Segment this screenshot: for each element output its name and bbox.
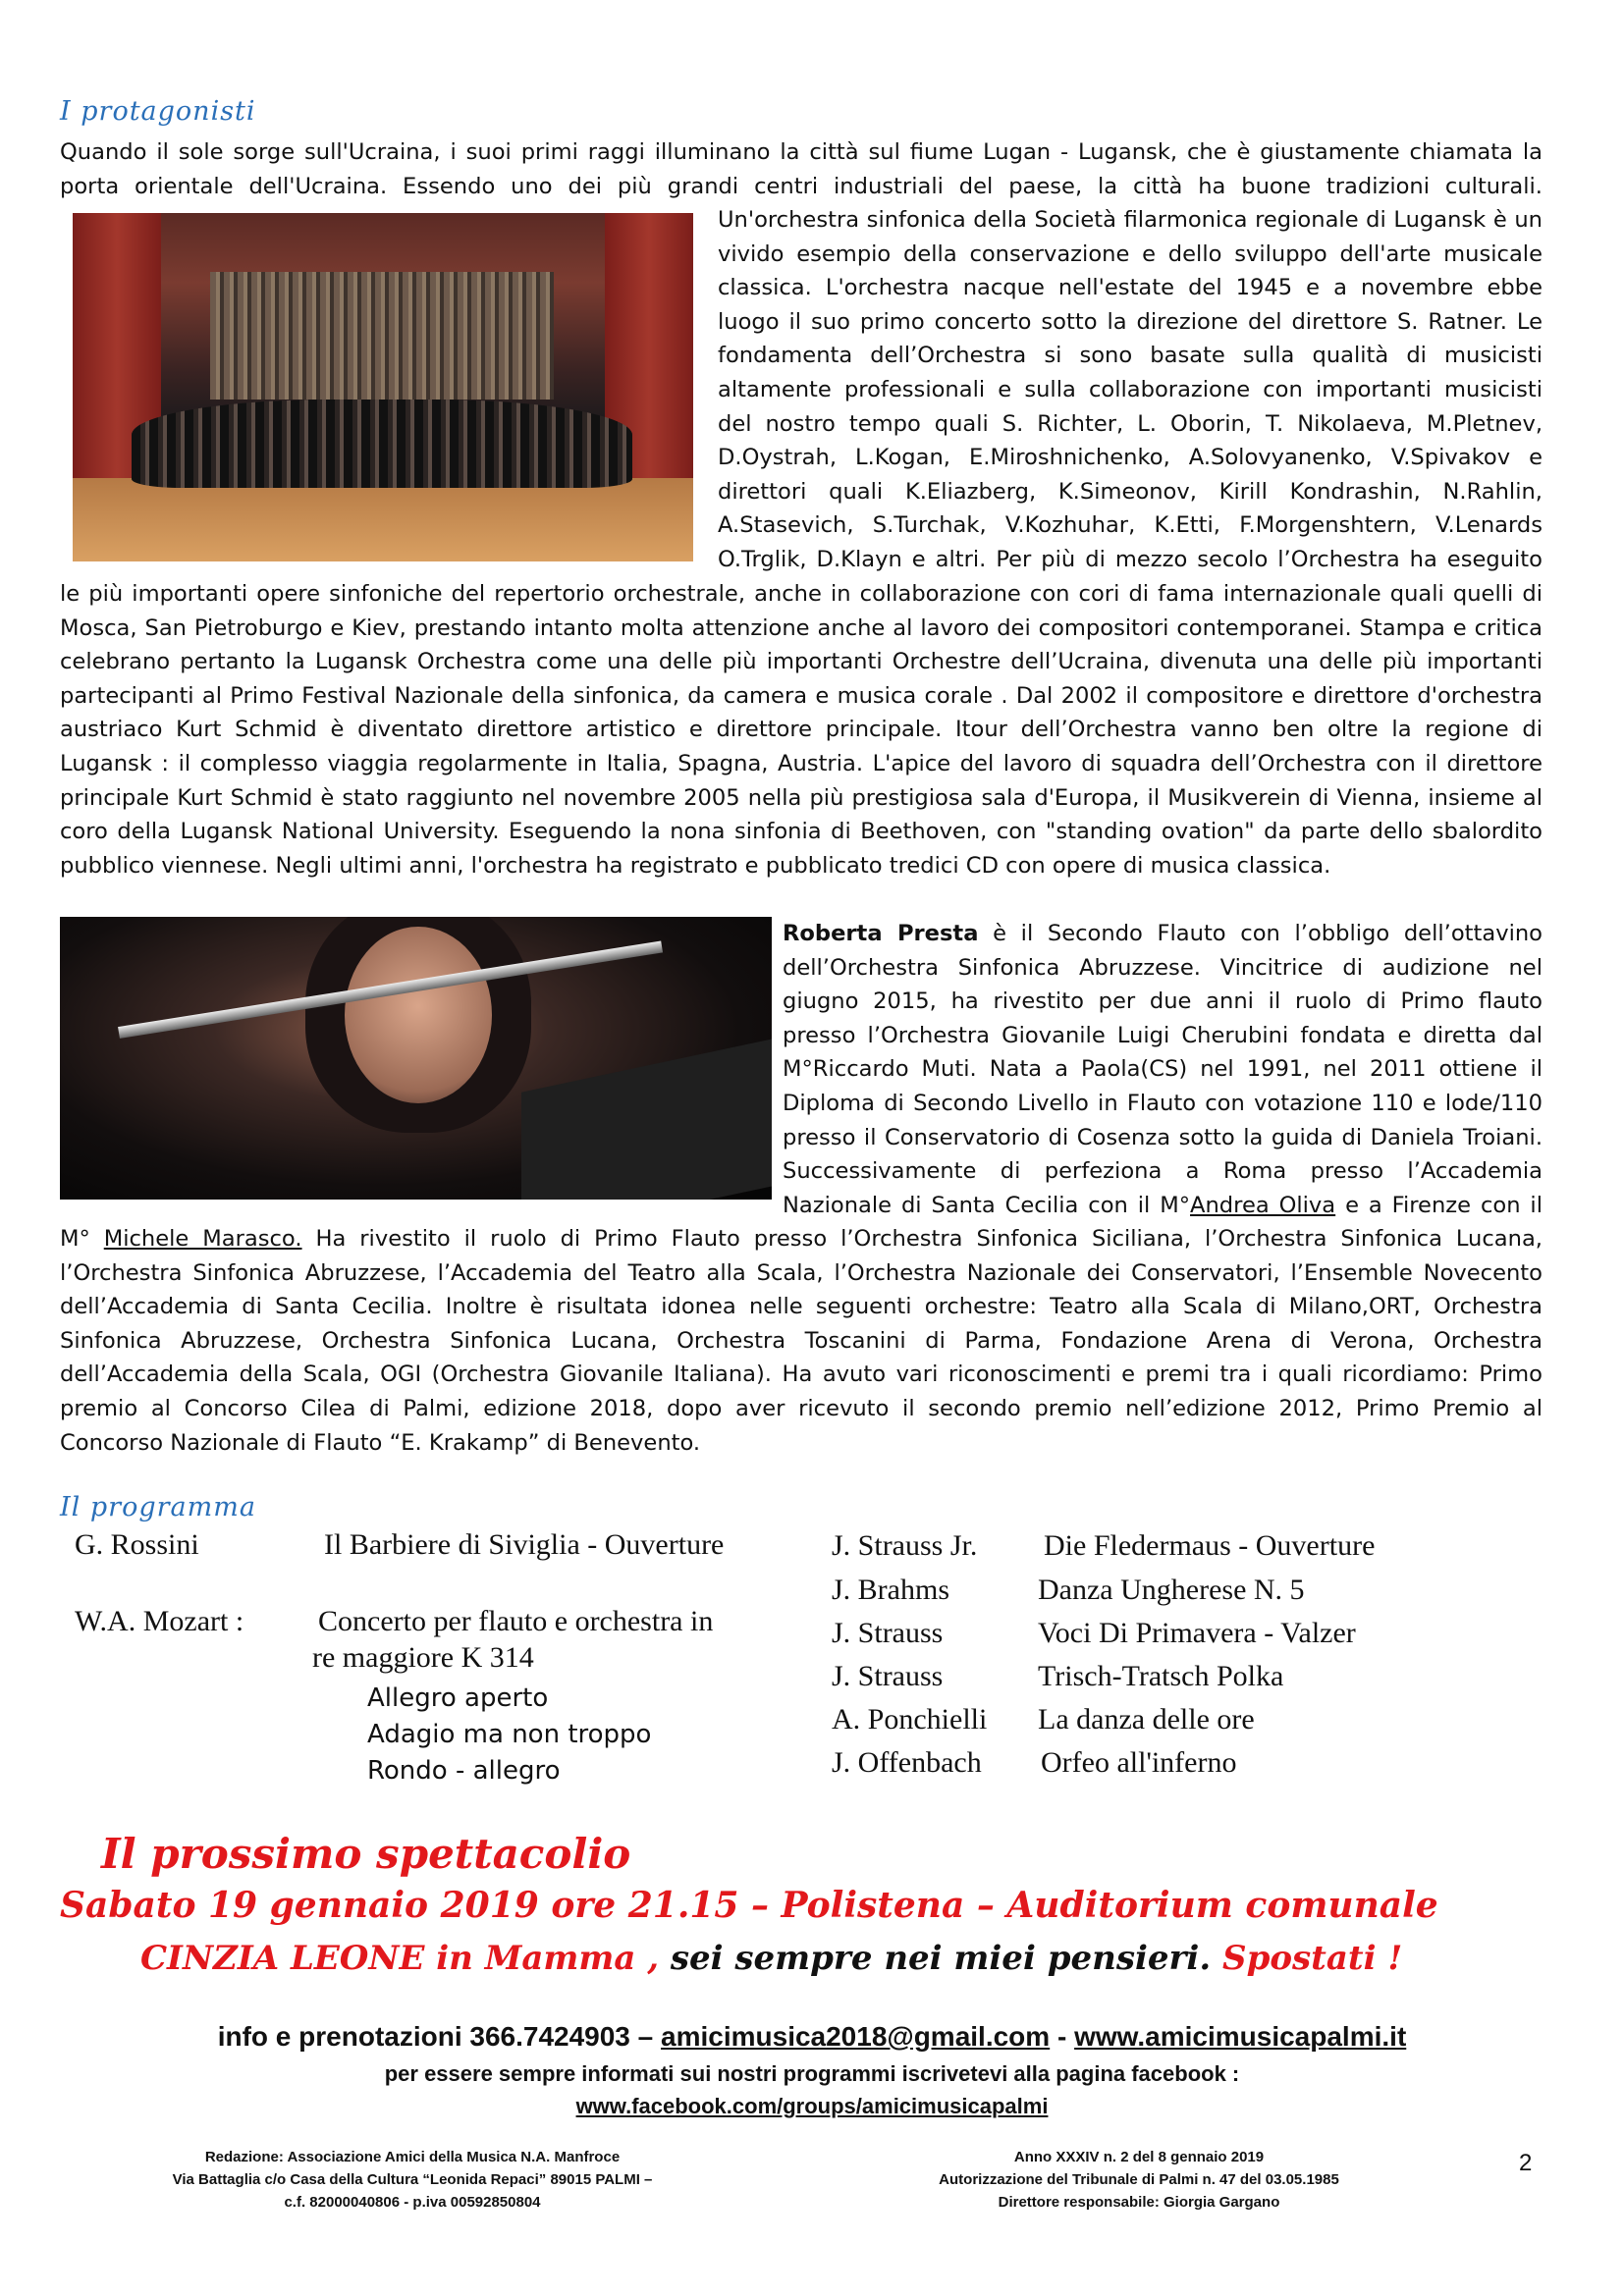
presta-paragraph-full xyxy=(60,1222,1543,1460)
program-movement: Allegro aperto xyxy=(367,1683,549,1713)
program-mozart-work: Concerto per flauto e orchestra in xyxy=(318,1605,714,1637)
program-right-work: Trisch-Tratsch Polka xyxy=(1038,1660,1284,1692)
text-line: O.Trglik, D.Klayn e altri. Per più di mezzo secolo l’Orchestra ha eseguito xyxy=(718,546,1543,572)
next-show-title-black: sei sempre nei miei pensieri. xyxy=(659,1939,1212,1978)
program-right-work: Danza Ungherese N. 5 xyxy=(1038,1574,1305,1606)
contact-line xyxy=(0,2021,1624,2053)
text-line xyxy=(783,1189,1543,1223)
orchestra-paragraph-side xyxy=(718,203,1543,577)
program-mozart-work-cont: re maggiore K 314 xyxy=(312,1641,534,1674)
program-right-work: Orfeo all'inferno xyxy=(1041,1746,1237,1779)
program-right-composer: J. Strauss xyxy=(832,1660,944,1692)
next-show-title-red: Spostati ! xyxy=(1211,1939,1403,1978)
text-fragment: Ha rivestito il ruolo di Primo Flauto presso l’Orchestra Sinfonica Siciliana, l’Orchestra Sinfonica Lucana, xyxy=(301,1226,1543,1252)
facebook-note: per essere sempre informati sui nostri programmi iscrivetevi alla pagina facebook : xyxy=(384,2061,1240,2086)
text-line: Diploma di Secondo Livello in Flauto con votazione 110 e lode/110 xyxy=(783,1090,1543,1116)
email-link[interactable]: amicimusica2018@gmail.com xyxy=(661,2021,1051,2052)
text-line: del nostro tempo quali S. Richter, L. Oborin, T. Nikolaeva, M.Pletnev, xyxy=(718,410,1543,437)
text-line: Successivamente di perfeziona a Roma presso l’Accademia xyxy=(783,1158,1543,1185)
text-line: presso l’Orchestra Giovanile Luigi Cherubini fondata e diretta dal xyxy=(783,1022,1543,1048)
contact-info: info e prenotazioni 366.7424903 – xyxy=(217,2021,662,2052)
text-line: dell’Accademia di Santa Cecilia. Inoltre è risultata idonea nelle seguenti orchestre: Teatro alla Scala di Milano,ORT, Orchestra xyxy=(60,1294,1543,1320)
program-right-composer: J. Brahms xyxy=(832,1574,949,1606)
intro-paragraph xyxy=(60,135,1543,203)
text-line: austriaco Kurt Schmid è diventato direttore artistico e direttore principale. Itour dell’Orchestra vanno ben oltre la regione di xyxy=(60,717,1543,743)
footer-left xyxy=(118,2146,707,2214)
text-fragment: M° xyxy=(60,1226,104,1252)
text-line: partecipanti al Primo Festival Nazionale della sinfonica, da camera e musica corale . Dal 2002 il compositore e direttore d'orchestra xyxy=(60,682,1543,709)
footer-editorial: Redazione: Associazione Amici della Musica N.A. Manfroce xyxy=(204,2149,621,2165)
program-right-work: La danza delle ore xyxy=(1038,1703,1255,1735)
text-fragment: Nazionale di Santa Cecilia con il M° xyxy=(783,1192,1191,1218)
text-line: D.Oystrah, L.Kogan, E.Miroshnichenko, A.Solovyanenko, V.Spivakov e xyxy=(718,445,1543,471)
text-line: Un'orchestra sinfonica della Società filarmonica regionale di Lugansk è un xyxy=(718,207,1543,233)
orchestra-paragraph-full xyxy=(60,577,1543,882)
program-right-composer: J. Strauss xyxy=(832,1617,944,1649)
text-line: dell’Orchestra Sinfonica Abruzzese. Vincitrice di audizione nel xyxy=(783,954,1543,981)
text-line: pubblico viennese. Negli ultimi anni, l'orchestra ha registrato e pubblicato tredici CD con opere di musica classica. xyxy=(60,852,1331,879)
link-andrea-oliva[interactable]: Andrea Oliva xyxy=(1190,1192,1336,1218)
text-line: Concorso Nazionale di Flauto “E. Krakamp” di Benevento. xyxy=(60,1429,701,1456)
contact-separator: - xyxy=(1050,2021,1075,2052)
text-line: principale Kurt Schmid è stato raggiunto nel novembre 2005 nella più prestigiosa sala d'Europa, il Musikverein di Vienna, insieme al xyxy=(60,784,1543,811)
text-line: celebrano pertanto la Lugansk Orchestra come una delle più importanti Orchestre dell’Ucraina, divenuta una delle più importanti xyxy=(60,649,1543,675)
facebook-url-row xyxy=(0,2094,1624,2119)
text-line: giugno 2015, ha rivestito per due anni il ruolo di Primo flauto xyxy=(783,988,1543,1015)
text-line: classica. L'orchestra nacque nell'estate del 1945 e a novembre ebbe xyxy=(718,275,1543,301)
text-line: M°Riccardo Muti. Nata a Paola(CS) nel 1991, nel 2011 ottiene il xyxy=(783,1056,1543,1083)
text-line: presso il Conservatorio di Cosenza sotto la guida di Daniela Troiani. xyxy=(783,1124,1543,1150)
text-line: luogo il suo primo concerto sotto la direzione del direttore S. Ratner. Le xyxy=(718,308,1543,335)
program-right-work: Voci Di Primavera - Valzer xyxy=(1038,1617,1356,1649)
text-line: A.Stasevich, S.Turchak, V.Kozhuhar, K.Etti, F.Morgenshtern, V.Lenards xyxy=(718,512,1543,539)
text-line: l’Orchestra Sinfonica Abruzzese, l’Accademia del Teatro alla Scala, l’Orchestra Nazionale dei Conservatori, l’Ensemble Novecento xyxy=(60,1259,1543,1286)
text-fragment: è il Secondo Flauto con l’obbligo dell’ottavino xyxy=(978,921,1543,946)
flutist-photo xyxy=(60,917,772,1200)
text-line: altamente professionali e sulla collaborazione con importanti musicisti xyxy=(718,376,1543,402)
facebook-link[interactable]: www.facebook.com/groups/amicimusicapalmi xyxy=(575,2094,1049,2118)
text-fragment: e a Firenze con il xyxy=(1335,1192,1543,1218)
section-title-programma: Il programma xyxy=(60,1492,256,1522)
program-mozart-composer: W.A. Mozart : xyxy=(75,1605,244,1637)
text-line: direttori quali K.Eliazberg, K.Simeonov, Kirill Kondrashin, N.Rahlin, xyxy=(718,478,1543,505)
next-show-title xyxy=(140,1939,1402,1978)
text-line: porta orientale dell'Ucraina. Essendo uno dei più grandi centri industriali del paese, la città ha buone tradizioni culturali. xyxy=(60,173,1543,199)
text-line: vivido esempio della conservazione e dello sviluppo dell'arte musicale xyxy=(718,240,1543,267)
next-show-heading: Il prossimo spettacolio xyxy=(101,1830,631,1878)
footer-authorization: Autorizzazione del Tribunale di Palmi n. 47 del 03.05.1985 xyxy=(939,2171,1339,2188)
footer-tax-ids: c.f. 82000040806 - p.iva 00592850804 xyxy=(284,2194,541,2211)
section-title-protagonisti: I protagonisti xyxy=(60,96,256,127)
text-line: Lugansk : il complesso viaggia regolarmente in Italia, Spagna, Austria. L'apice del lavoro di squadra dell’Orchestra con il direttore xyxy=(60,750,1543,776)
next-show-date-place: Sabato 19 gennaio 2019 ore 21.15 – Polistena – Auditorium comunale xyxy=(60,1885,1438,1926)
website-link[interactable]: www.amicimusicapalmi.it xyxy=(1074,2021,1407,2052)
program-movement: Adagio ma non troppo xyxy=(367,1720,652,1749)
text-line xyxy=(60,1222,1543,1256)
text-line: Sinfonica Abruzzese, Orchestra Sinfonica Lucana, Orchestra Toscanini di Parma, Fondazione Arena di Verona, Orchestra xyxy=(60,1327,1543,1354)
program-right-composer: J. Offenbach xyxy=(832,1746,982,1779)
footer-issue: Anno XXXIV n. 2 del 8 gennaio 2019 xyxy=(1013,2149,1265,2165)
program-movement: Rondo - allegro xyxy=(367,1756,561,1786)
presta-paragraph-side xyxy=(783,917,1543,1222)
text-line: Mosca, San Pietroburgo e Kiev, prestando intanto molta attenzione anche al lavoro dei compositori contemporanei. Stampa e critica xyxy=(60,614,1543,641)
footer-address: Via Battaglia c/o Casa della Cultura “Leonida Repaci” 89015 PALMI – xyxy=(172,2171,653,2188)
text-line: le più importanti opere sinfoniche del repertorio orchestrale, anche in collaborazione con cori di fama internazionale quali quelli di xyxy=(60,581,1543,607)
footer-right xyxy=(864,2146,1414,2214)
text-line: fondamenta dell’Orchestra si sono basate sulla qualità di musicisti xyxy=(718,343,1543,369)
program-rossini-work: Il Barbiere di Siviglia - Ouverture xyxy=(324,1528,725,1561)
text-line: dell’Accademia della Scala, OGI (Orchestra Giovanile Italiana). Ha avuto vari riconoscimenti e premi tra i quali ricordiamo: Primo xyxy=(60,1362,1543,1388)
program-right-work: Die Fledermaus - Ouverture xyxy=(1044,1529,1376,1562)
text-line xyxy=(783,917,1543,951)
link-michele-marasco[interactable]: Michele Marasco. xyxy=(103,1226,302,1252)
performer-name: Roberta Presta xyxy=(783,921,979,946)
program-rossini-composer: G. Rossini xyxy=(75,1528,199,1561)
text-line: Quando il sole sorge sull'Ucraina, i suoi primi raggi illuminano la città sul fiume Lugan - Lugansk, che è giustamente chiamata la xyxy=(60,139,1543,165)
next-show-performer: CINZIA LEONE in Mamma , xyxy=(140,1939,660,1978)
text-line: premio al Concorso Cilea di Palmi, edizione 2018, dopo aver ricevuto il secondo premio nell’edizione 2012, Primo Premio al xyxy=(60,1395,1543,1421)
page-number: 2 xyxy=(1519,2150,1533,2176)
orchestra-photo xyxy=(73,213,693,561)
program-right-composer: J. Strauss Jr. xyxy=(832,1529,978,1562)
program-right-composer: A. Ponchielli xyxy=(832,1703,988,1735)
footer-director: Direttore responsabile: Giorgia Gargano xyxy=(998,2194,1280,2211)
text-line: coro della Lugansk National University. Eseguendo la nona sinfonia di Beethoven, con "standing ovation" da parte dello sbalordito xyxy=(60,819,1543,845)
